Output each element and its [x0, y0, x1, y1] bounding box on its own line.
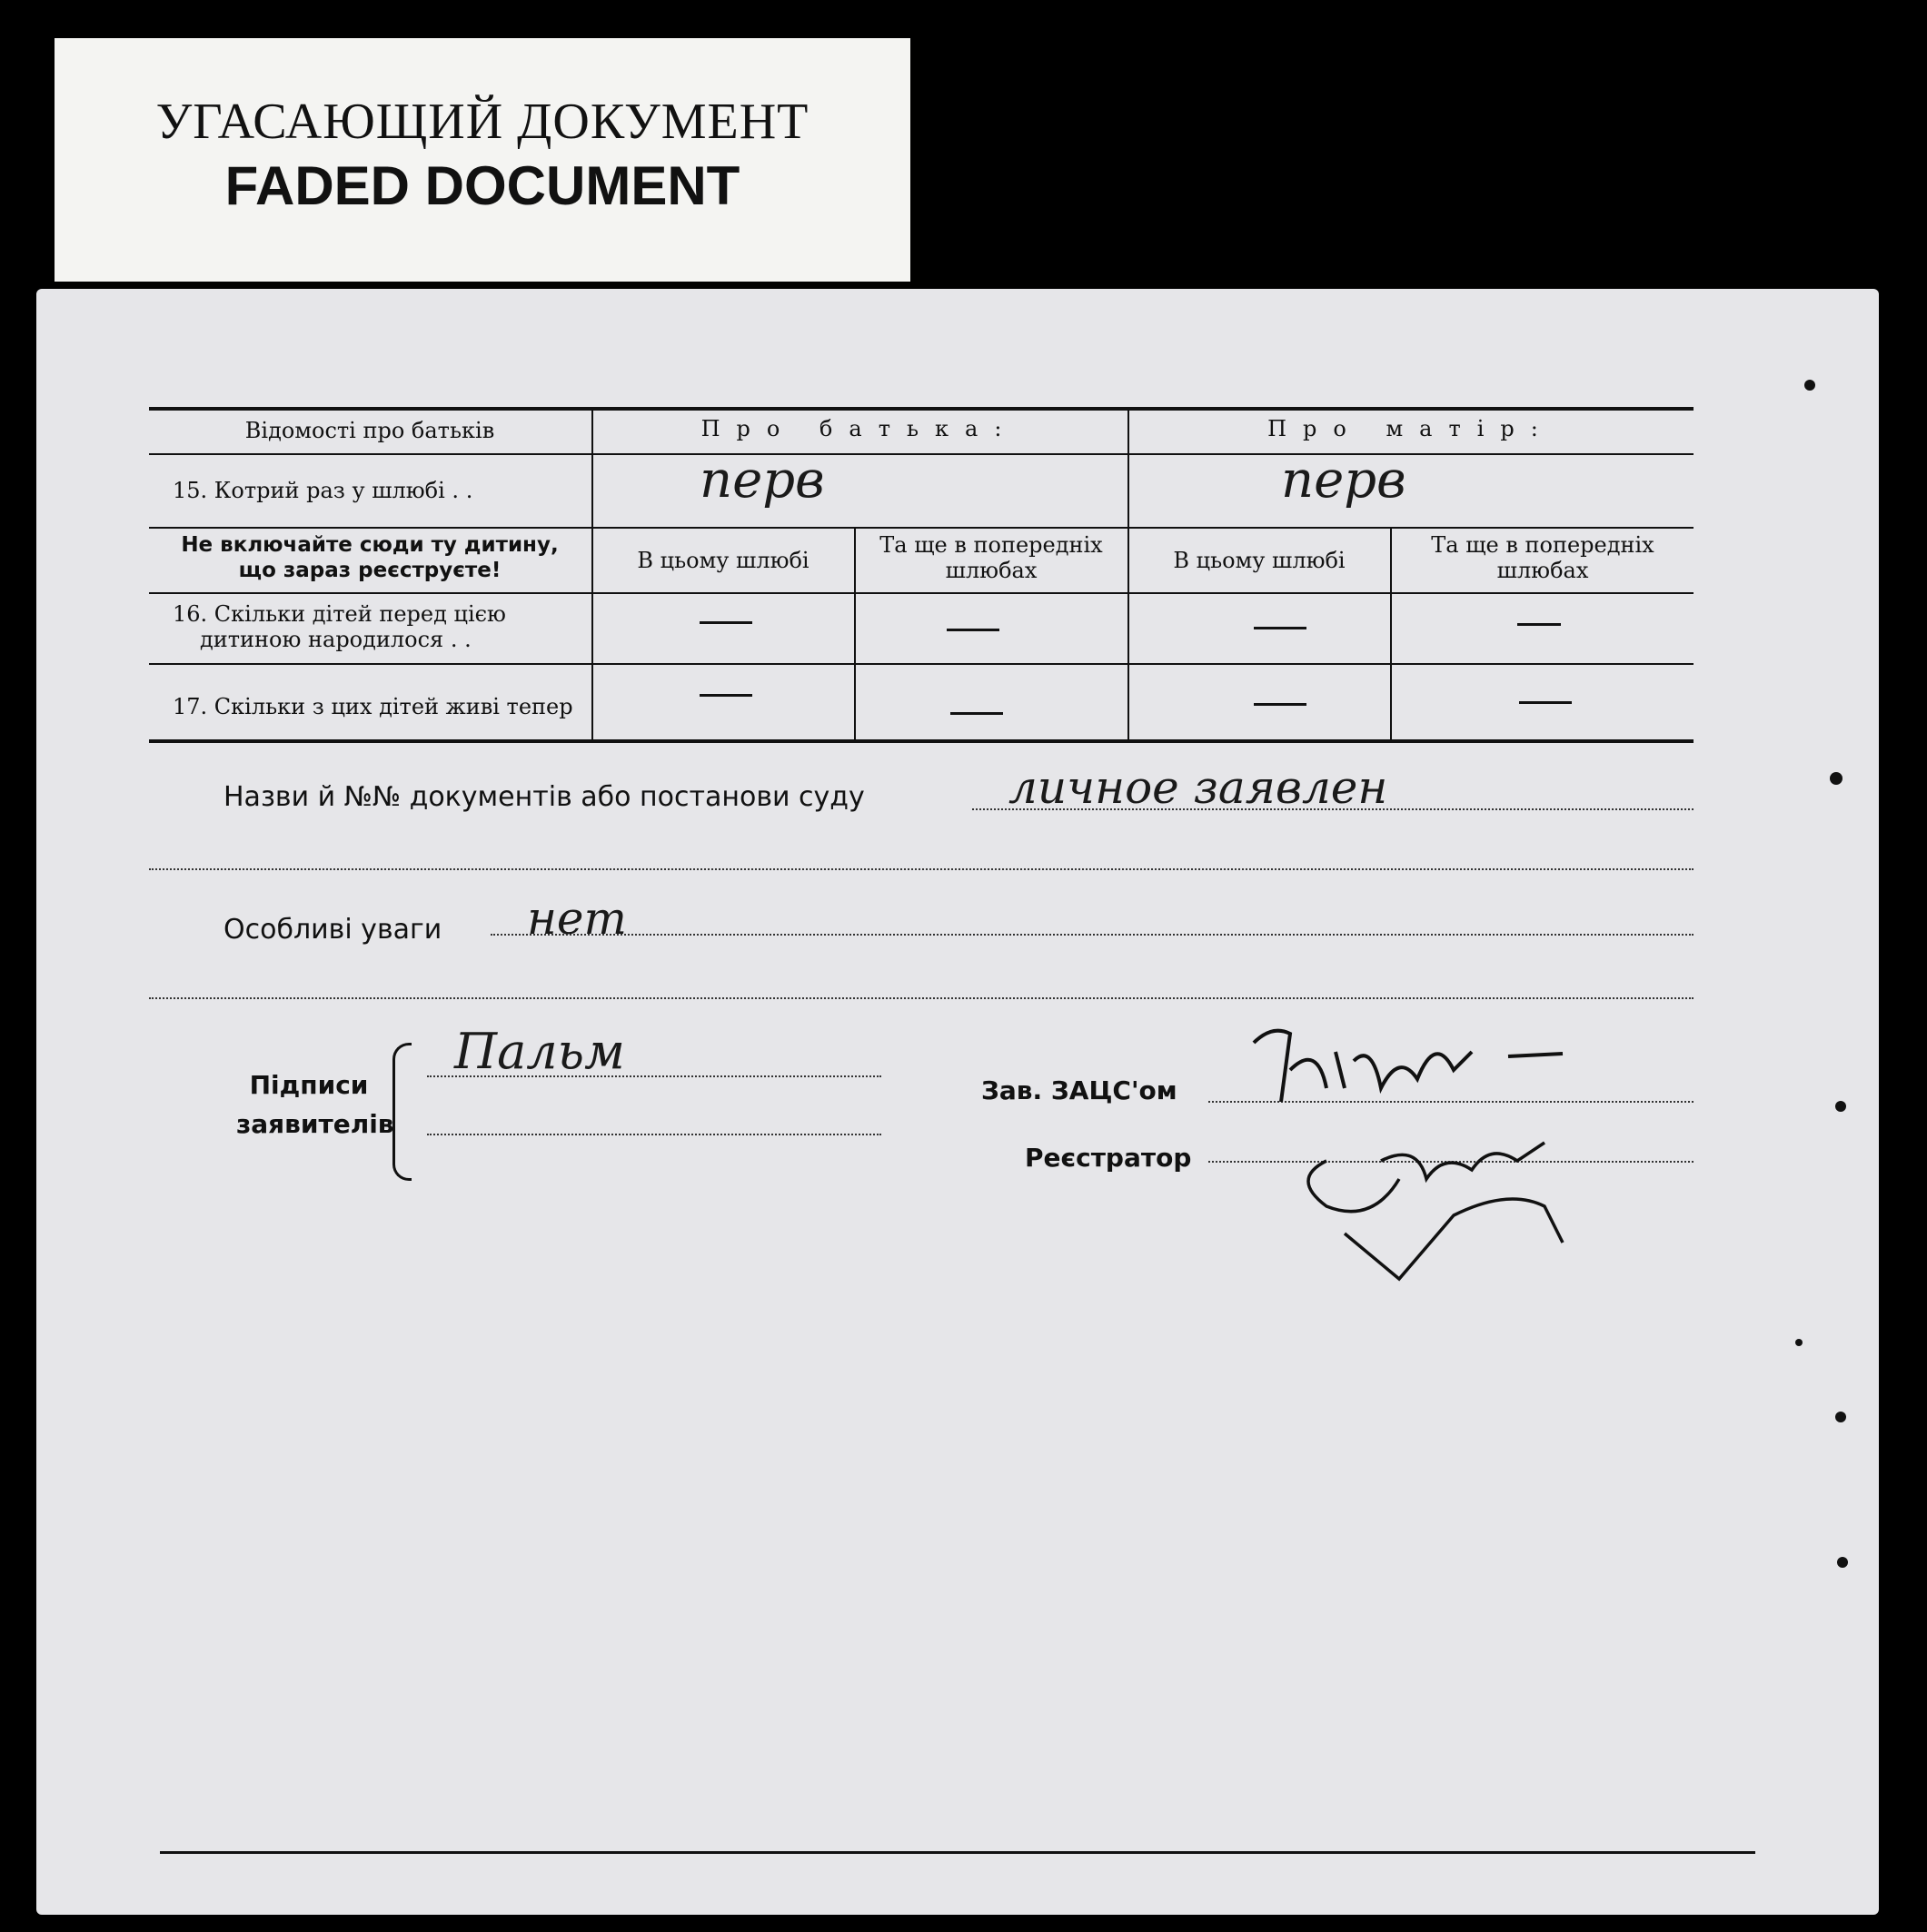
row15-mother-handwriting: перв [1281, 451, 1406, 510]
stamp-text-en: FADED DOCUMENT [224, 155, 740, 216]
notes-label: Особливі уваги [223, 914, 442, 946]
row16-mother-prev-dash [1517, 623, 1561, 626]
subheader-note-line1: Не включайте сюди ту дитину, [181, 533, 559, 557]
subheader-father-prev-marriages [856, 532, 1127, 583]
row17-father-prev-dash [950, 712, 1003, 715]
applicant-signature: Пальм [454, 1023, 625, 1080]
head-signature-mark [1236, 1016, 1617, 1115]
table-rule [149, 527, 1694, 529]
registrar-label: Реєстратор [1025, 1143, 1192, 1173]
subheader-prev-line2: шлюбах [1496, 558, 1589, 583]
binding-hole-mark [1795, 1339, 1803, 1346]
header-mother: Про матір: [1267, 416, 1555, 441]
subheader-prev-line1: Та ще в попередніх [1431, 532, 1654, 558]
applicants-label-line2: заявителів [236, 1109, 394, 1139]
subheader-note-line2: що зараз реєструєте! [238, 559, 502, 582]
applicant-sig-line-1 [427, 1075, 881, 1077]
row16-label [173, 601, 591, 652]
applicant-sig-line-2 [427, 1134, 881, 1135]
registrar-signature-mark [1272, 1125, 1654, 1288]
row16-mother-this-dash [1254, 627, 1306, 629]
row17-mother-prev-dash [1519, 701, 1572, 704]
documents-dotted-line [972, 808, 1694, 810]
row17-mother-this-dash [1254, 703, 1306, 706]
header-father: Про батька: [700, 416, 1018, 441]
row16-father-prev-dash [947, 629, 999, 631]
subheader-note [149, 532, 591, 583]
table-rule [149, 592, 1694, 594]
row15-label: 15. Котрий раз у шлюбі . . [173, 478, 473, 503]
faded-document-stamp [55, 38, 910, 282]
binding-hole-mark [1835, 1101, 1846, 1112]
binding-hole-mark [1830, 772, 1843, 785]
row16-label-line2: дитиною народилося . . [200, 627, 472, 652]
page-bottom-rule [160, 1851, 1755, 1854]
subheader-father-this-marriage: В цьому шлюбі [637, 548, 810, 573]
table-rule [149, 663, 1694, 665]
table-bottom-rule [149, 739, 1694, 743]
subheader-prev-line2: шлюбах [945, 558, 1038, 583]
subheader-prev-line1: Та ще в попередніх [879, 532, 1103, 558]
applicants-brace [392, 1043, 412, 1181]
notes-handwriting: нет [527, 892, 627, 945]
document-page [36, 289, 1879, 1915]
documents-dotted-line-2 [149, 868, 1694, 870]
notes-dotted-line-2 [149, 997, 1694, 999]
subheader-mother-prev-marriages [1392, 532, 1694, 583]
table-col-rule [1127, 407, 1129, 741]
head-zags-label: Зав. ЗАЦС'ом [981, 1075, 1177, 1105]
table-top-rule [149, 407, 1694, 411]
header-parents-info: Відомості про батьків [244, 418, 495, 443]
row16-label-line1: 16. Скільки дітей перед цією [173, 601, 506, 627]
applicants-label [236, 1070, 394, 1139]
binding-hole-mark [1835, 1412, 1846, 1422]
table-col-rule [591, 407, 593, 741]
binding-hole-mark [1804, 380, 1815, 391]
stamp-text-ru: УГАСАЮЩИЙ ДОКУМЕНТ [155, 94, 810, 150]
table-rule [149, 453, 1694, 455]
notes-dotted-line [491, 934, 1694, 936]
documents-label: Назви й №№ документів або постанови суду [223, 781, 865, 813]
subheader-mother-this-marriage: В цьому шлюбі [1173, 548, 1346, 573]
applicants-label-line1: Підписи [249, 1070, 369, 1100]
documents-handwriting: личное заявлен [1008, 761, 1388, 814]
row17-label: 17. Скільки з цих дітей живі тепер [173, 694, 573, 719]
row15-father-handwriting: перв [700, 451, 825, 510]
binding-hole-mark [1837, 1557, 1848, 1568]
row17-father-this-dash [700, 694, 752, 697]
row16-father-this-dash [700, 621, 752, 624]
